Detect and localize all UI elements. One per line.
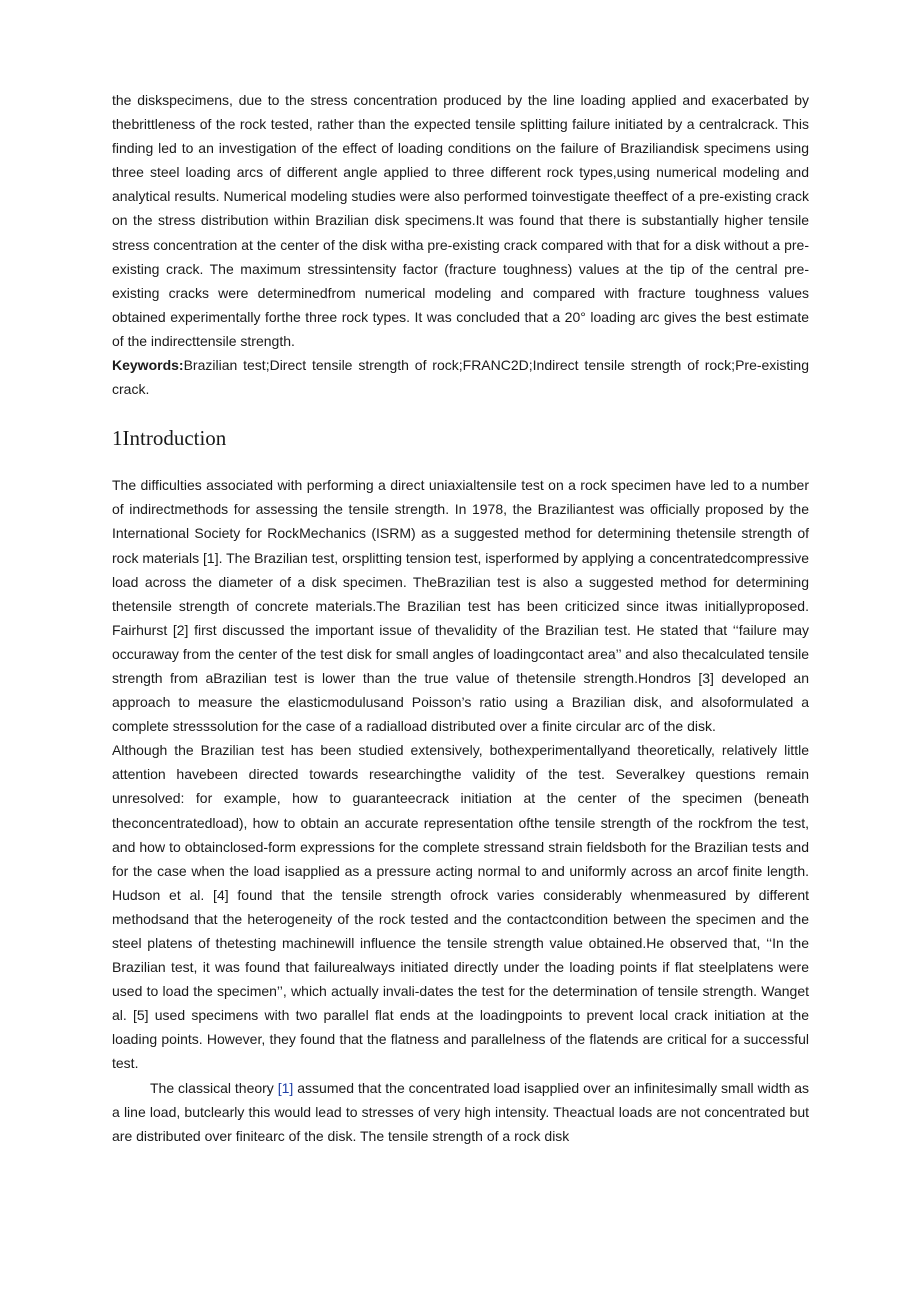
body-paragraph-3 (112, 1076, 809, 1148)
page-content (112, 88, 809, 1148)
abstract-continuation: the diskspecimens, due to the stress concentration produced by the line loading applied and exacerbated by thebrittleness of the rock tested, rather than the expected tensile splitting failure initiated by a centralcrack. This finding led to an investigation of the effect of loading conditions on the failure of Braziliandisk specimens using three steel loading arcs of different angle applied to three different rock types,using numerical modeling and analytical results. Numerical modeling studies were also performed toinvestigate theeffect of a pre-existing crack on the stress distribution within Brazilian disk specimens.It was found that there is substantially higher tensile stress concentration at the center of the disk witha pre-existing crack compared with that for a disk without a pre-existing crack. The maximum stressintensity factor (fracture toughness) values at the tip of the central pre-existing cracks were determinedfrom numerical modeling and compared with fracture toughness values obtained experimentally forthe three rock types. It was concluded that a 20° loading arc gives the best estimate of the indirecttensile strength. (112, 92, 809, 349)
body-paragraph-2: Although the Brazilian test has been studied extensively, bothexperimentallyand theoretically, relatively little attention havebeen directed towards researchingthe validity of the test. Severalkey questions remain unresolved: for example, how to guaranteecrack initiation at the center of the specimen (beneath theconcentratedload), how to obtain an accurate representation ofthe tensile strength of the rockfrom the test, and how to obtainclosed-form expressions for the complete stressand strain fieldsboth for the Brazilian tests and for the case when the load isapplied as a pressure acting normal to and uniformly across an arcof finite length. Hudson et al. [4] found that the tensile strength ofrock varies considerably whenmeasured by different methodsand that the heterogeneity of the rock tested and the contactcondition between the specimen and the steel platens of thetesting machinewill influence the tensile strength value obtained.He observed that, ‘‘In the Brazilian test, it was found that failurealways initiated directly under the loading points if flat steelplatens were used to load the specimen’’, which actually invali-dates the test for the determination of tensile strength. Wanget al. [5] used specimens with two parallel flat ends at the loadingpoints to prevent local crack initiation at the loading points. However, they found that the flatness and parallelness of the flatends are critical for a successful test. (112, 742, 809, 1072)
paragraph-3-text-start: The classical theory (150, 1079, 278, 1096)
citation-link-1[interactable]: [1] (277, 1079, 294, 1096)
body-paragraph-1: The difficulties associated with performing a direct uniaxialtensile test on a rock specimen have led to a number of indirectmethods for assessing the tensile strength. In 1978, the Braziliantest was officially proposed by the International Society for RockMechanics (ISRM) as a suggested method for determining thetensile strength of rock materials [1]. The Brazilian test, orsplitting tension test, isperformed by applying a concentratedcompressive load across the diameter of a disk specimen. TheBrazilian test is also a suggested method for determining thetensile strength of concrete materials.The Brazilian test has been criticized since itwas initiallyproposed. Fairhurst [2] first discussed the important issue of thevalidity of the Brazilian test. He stated that ‘‘failure may occuraway from the center of the test disk for small angles of loadingcontact area’’ and also thecalculated tensile strength from aBrazilian test is lower than the true value of thetensile strength.Hondros [3] developed an approach to measure the elasticmodulusand Poisson’s ratio using a Brazilian disk, and alsoformulated a complete stresssolution for the case of a radialload distributed over a finite circular arc of the disk. (112, 477, 809, 735)
keywords-label: Keywords: (112, 357, 184, 374)
keywords-text: Brazilian test;Direct tensile strength of rock;FRANC2D;Indirect tensile strength of rock;Pre-existing crack. (112, 357, 809, 398)
paragraph-3-text-end: assumed that the concentrated load isapplied over an infinitesimally small width as a line load, butclearly this would lead to stresses of very high intensity. Theactual loads are not concentrated but are distributed over finitearc of the disk. The tensile strength of a rock disk (112, 1079, 810, 1144)
section-heading-introduction: 1Introduction (112, 426, 227, 451)
keywords-line (112, 353, 809, 401)
